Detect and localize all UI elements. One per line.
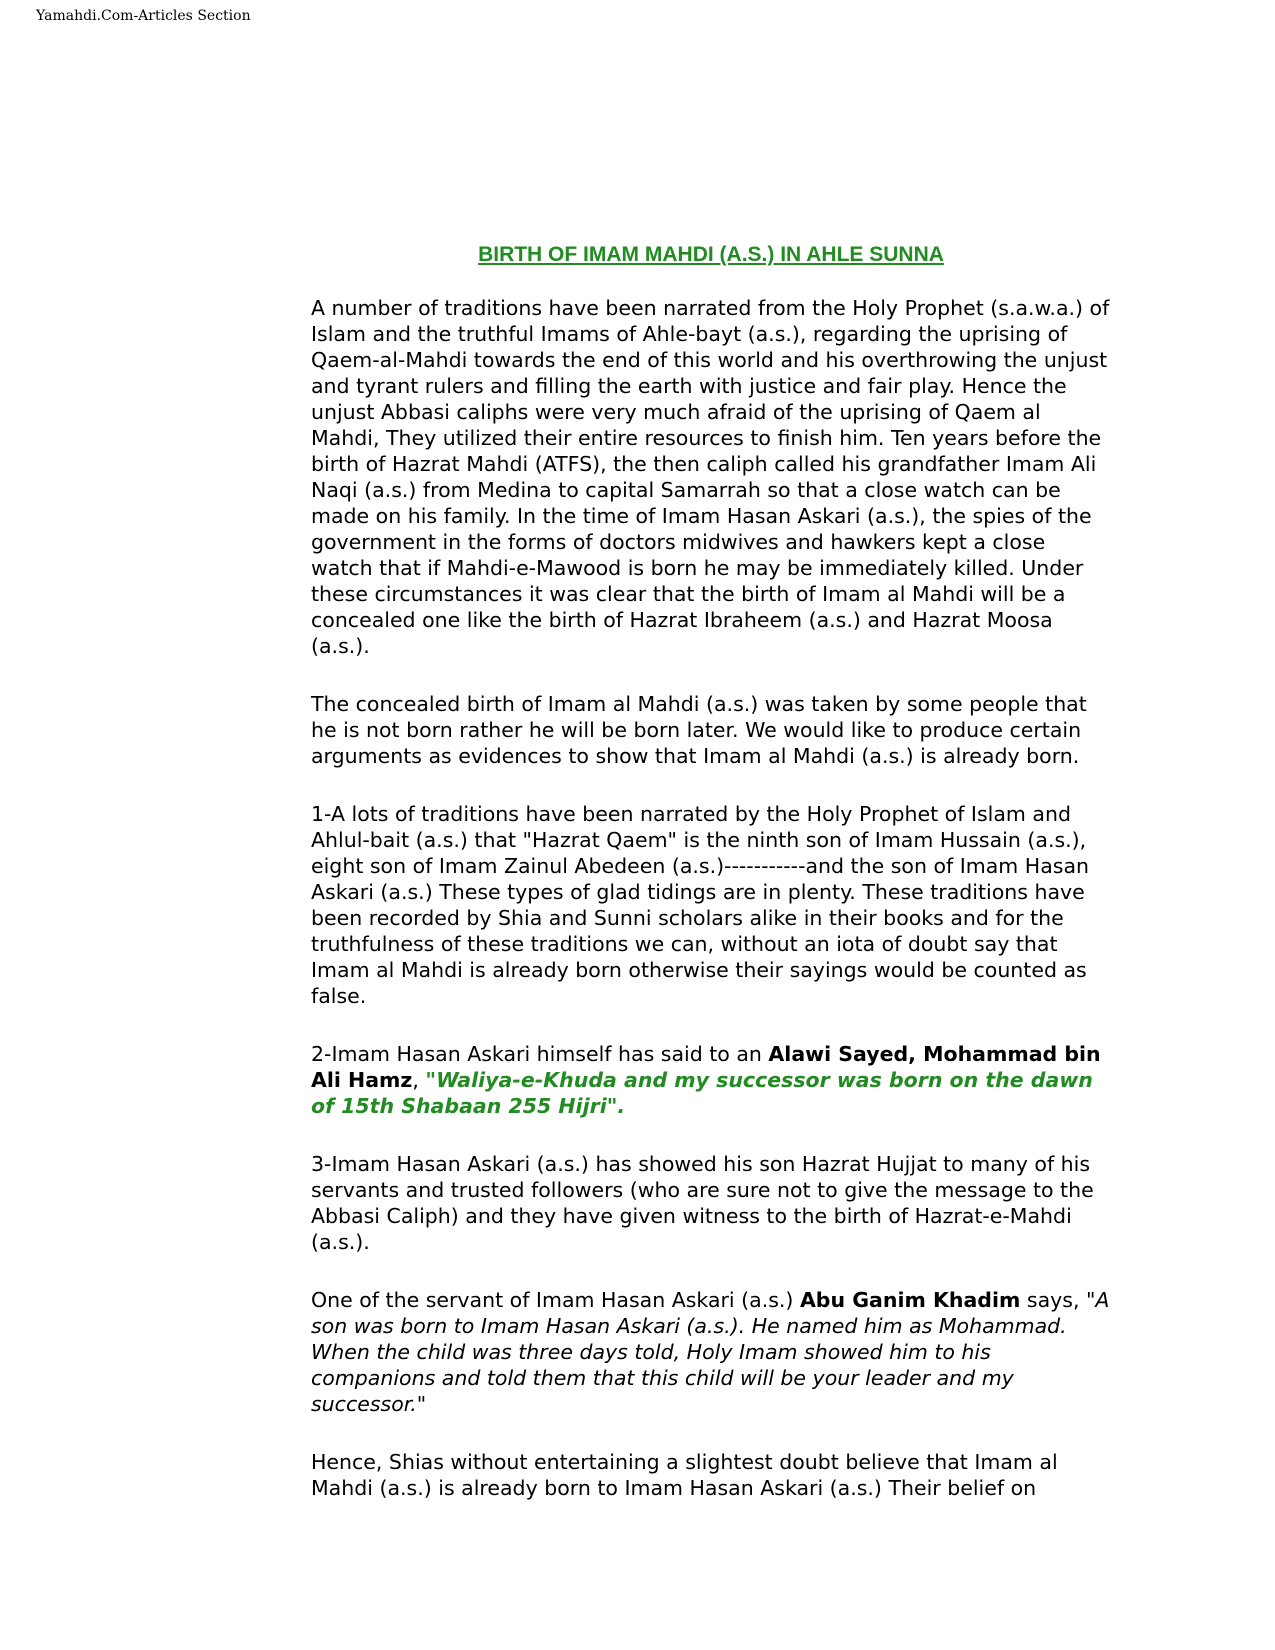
paragraph-6-says: says, [1020,1288,1086,1312]
paragraph-4-person: Alawi Sayed, Mohammad bin Ali Hamz [311,1042,1101,1092]
article-body [311,242,1111,1533]
paragraph-4-separator: , [412,1068,426,1092]
paragraph-6 [311,1287,1111,1417]
paragraph-7: Hence, Shias without entertaining a slightest doubt believe that Imam al Mahdi (a.s.) is already born to Imam Hasan Askari (a.s.) Their belief on [311,1450,1058,1500]
paragraph-6-person: Abu Ganim Khadim [799,1288,1021,1312]
running-header: Yamahdi.Com-Articles Section [36,8,251,24]
article-title: BIRTH OF IMAM MAHDI (A.S.) IN AHLE SUNNA [478,243,944,266]
paragraph-1: A number of traditions have been narrated from the Holy Prophet (s.a.w.a.) of Islam and the truthful Imams of Ahle-bayt (a.s.), regarding the uprising of Qaem-al-Mahdi towards the end of this world and his overthrowing the unjust and tyrant rulers and filling the earth with justice and fair play. Hence the unjust Abbasi caliphs were very much afraid of the uprising of Qaem al Mahdi, They utilized their entire resources to finish him. Ten years before the birth of Hazrat Mahdi (ATFS), the then caliph called his grandfather Imam Ali Naqi (a.s.) from Medina to capital Samarrah so that a close watch can be made on his family. In the time of Imam Hasan Askari (a.s.), the spies of the government in the forms of doctors midwives and hawkers kept a close watch that if Mahdi-e-Mawood is born he may be immediately killed. Under these circumstances it was clear that the birth of Imam al Mahdi will be a concealed one like the birth of Hazrat Ibraheem (a.s.) and Hazrat Moosa (a.s.). [311,296,1110,658]
paragraph-6-quote: "A son was born to Imam Hasan Askari (a.s.). He named him as Mohammad. When the child was three days told, Holy Imam showed him to his companions and told them that this child will be your leader and my successor." [311,1288,1110,1416]
paragraph-4-quote: "Waliya-e-Khuda and my successor was born on the dawn of 15th Shabaan 255 Hijri". [311,1068,1093,1118]
paragraph-4 [311,1041,1111,1119]
paragraph-3: 1-A lots of traditions have been narrated by the Holy Prophet of Islam and Ahlul-bait (a.s.) that "Hazrat Qaem" is the ninth son of Imam Hussain (a.s.), eight son of Imam Zainul Abedeen (a.s.)-----------and the son of Imam Hasan Askari (a.s.) These types of glad tidings are in plenty. These traditions have been recorded by Shia and Sunni scholars alike in their books and for the truthfulness of these traditions we can, without an iota of doubt say that Imam al Mahdi is already born otherwise their sayings would be counted as false. [311,802,1089,1008]
paragraph-2: The concealed birth of Imam al Mahdi (a.s.) was taken by some people that he is not born rather he will be born later. We would like to produce certain arguments as evidences to show that Imam al Mahdi (a.s.) is already born. [311,692,1087,768]
paragraph-5: 3-Imam Hasan Askari (a.s.) has showed his son Hazrat Hujjat to many of his servants and trusted followers (who are sure not to give the message to the Abbasi Caliph) and they have given witness to the birth of Hazrat-e-Mahdi (a.s.). [311,1152,1094,1254]
paragraph-4-intro: 2-Imam Hasan Askari himself has said to an [311,1042,769,1066]
paragraph-6-intro: One of the servant of Imam Hasan Askari (a.s.) [311,1288,800,1312]
